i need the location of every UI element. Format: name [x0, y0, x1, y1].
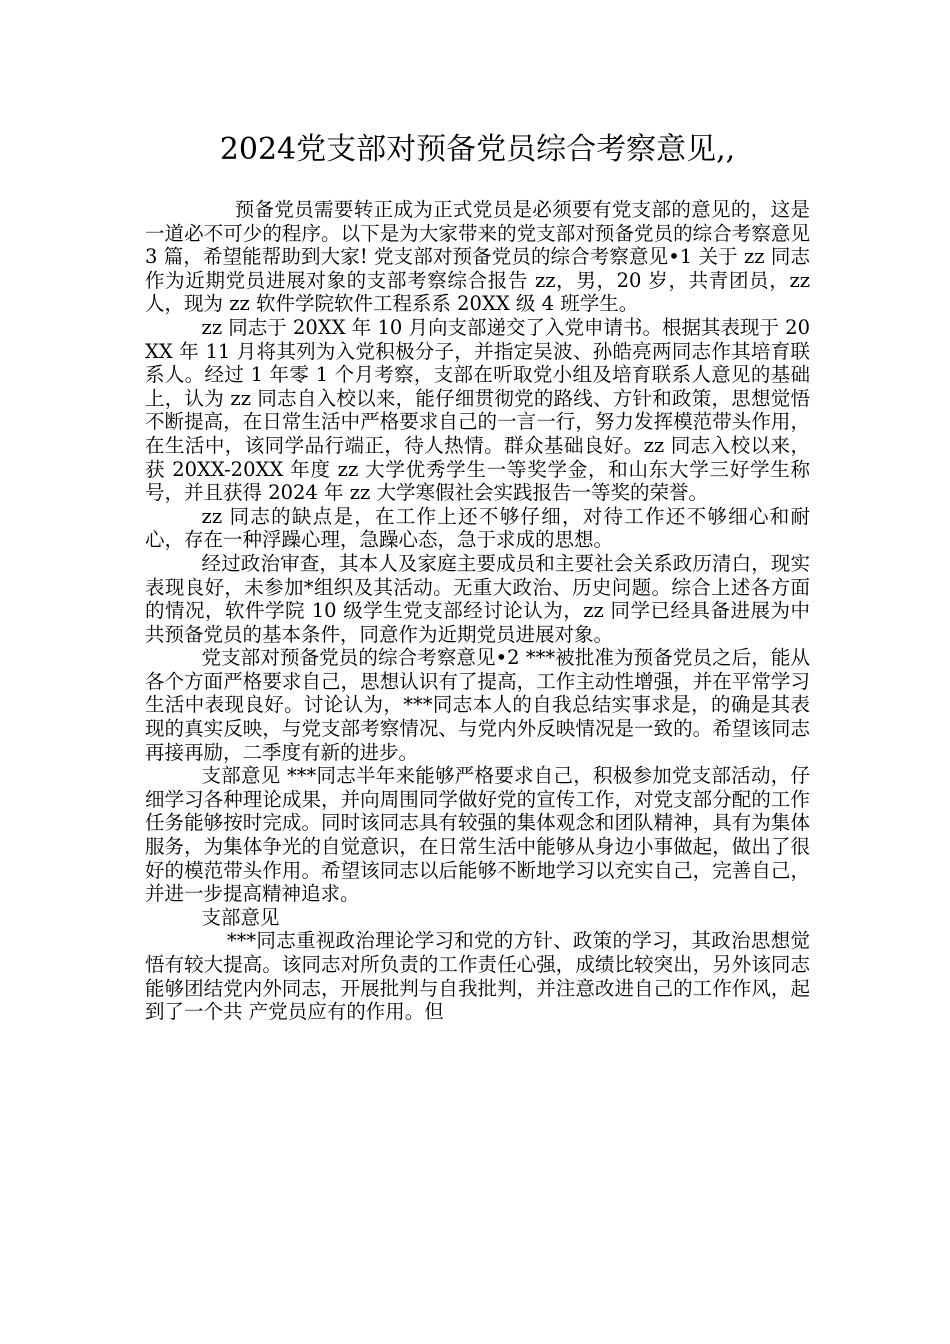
paragraph: 预备党员需要转正成为正式党员是必须要有党支部的意见的，这是一道必不可少的程序。以下是为大家带来的党支部对预备党员的综合考察意见 3 篇，希望能帮助到大家! 党支部对预备党员的综合考察意见•1 关于 zz 同志作为近期党员进展对象的支部考察综合报告 zz，男，20 岁，共青团员，zz 人，现为 zz 软件学院软件工程系系 20XX 级 4 班学生。: [145, 198, 810, 316]
paragraph: zz 同志的缺点是，在工作上还不够仔细，对待工作还不够细心和耐心，存在一种浮躁心理，急躁心态，急于求成的思想。: [145, 504, 810, 552]
paragraph: 经过政治审查，其本人及家庭主要成员和主要社会关系政历清白，现实表现良好，未参加*组织及其活动。无重大政治、历史问题。综合上述各方面的情况，软件学院 10 级学生党支部经讨论认为，zz 同学已经具备进展为中共预备党员的基本条件，同意作为近期党员进展对象。: [145, 551, 810, 646]
document-page: [145, 128, 810, 1024]
paragraph: 党支部对预备党员的综合考察意见•2 ***被批准为预备党员之后，能从各个方面严格要求自己，思想认识有了提高，工作主动性增强，并在平常学习生活中表现良好。讨论认为，***同志本人的自我总结实事求是，的确是其表现的真实反映，与党支部考察情况、与党内外反映情况是一致的。希望该同志再接再励，二季度有新的进步。: [145, 646, 810, 764]
paragraph: 支部意见: [201, 905, 280, 929]
paragraph: ***同志重视政治理论学习和党的方针、政策的学习，其政治思想觉悟有较大提高。该同志对所负责的工作责任心强，成绩比较突出，另外该同志能够团结党内外同志，开展批判与自我批判，并注意改进自己的工作作风，起到了一个共 产党员应有的作用。但: [145, 929, 810, 1024]
paragraph: 支部意见 ***同志半年来能够严格要求自己，积极参加党支部活动，仔细学习各种理论成果，并向周围同学做好党的宣传工作，对党支部分配的工作任务能够按时完成。同时该同志具有较强的集体观念和团队精神，具有为集体服务，为集体争光的自觉意识，在日常生活中能够从身边小事做起，做出了很好的模范带头作用。希望该同志以后能够不断地学习以充实自己，完善自己，并进一步提高精神追求。: [145, 764, 810, 906]
document-title: 2024党支部对预备党员综合考察意见,,: [219, 132, 736, 167]
paragraph: zz 同志于 20XX 年 10 月向支部递交了入党申请书。根据其表现于 20XX 年 11 月将其列为入党积极分子，并指定吴波、孙皓亮两同志作其培育联系人。经过 1 年零 1 个月考察，支部在听取党小组及培育联系人意见的基础上，认为 zz 同志自入校以来，能仔细贯彻党的路线、方针和政策，思想觉悟不断提高，在日常生活中严格要求自己的一言一行，努力发挥模范带头作用，在生活中，该同学品行端正，待人热情。群众基础良好。zz 同志入校以来，获 20XX-20XX 年度 zz 大学优秀学生一等奖学金，和山东大学三好学生称号，并且获得 2024 年 zz 大学寒假社会实践报告一等奖的荣誉。: [145, 315, 810, 505]
document-body: [145, 198, 810, 1024]
